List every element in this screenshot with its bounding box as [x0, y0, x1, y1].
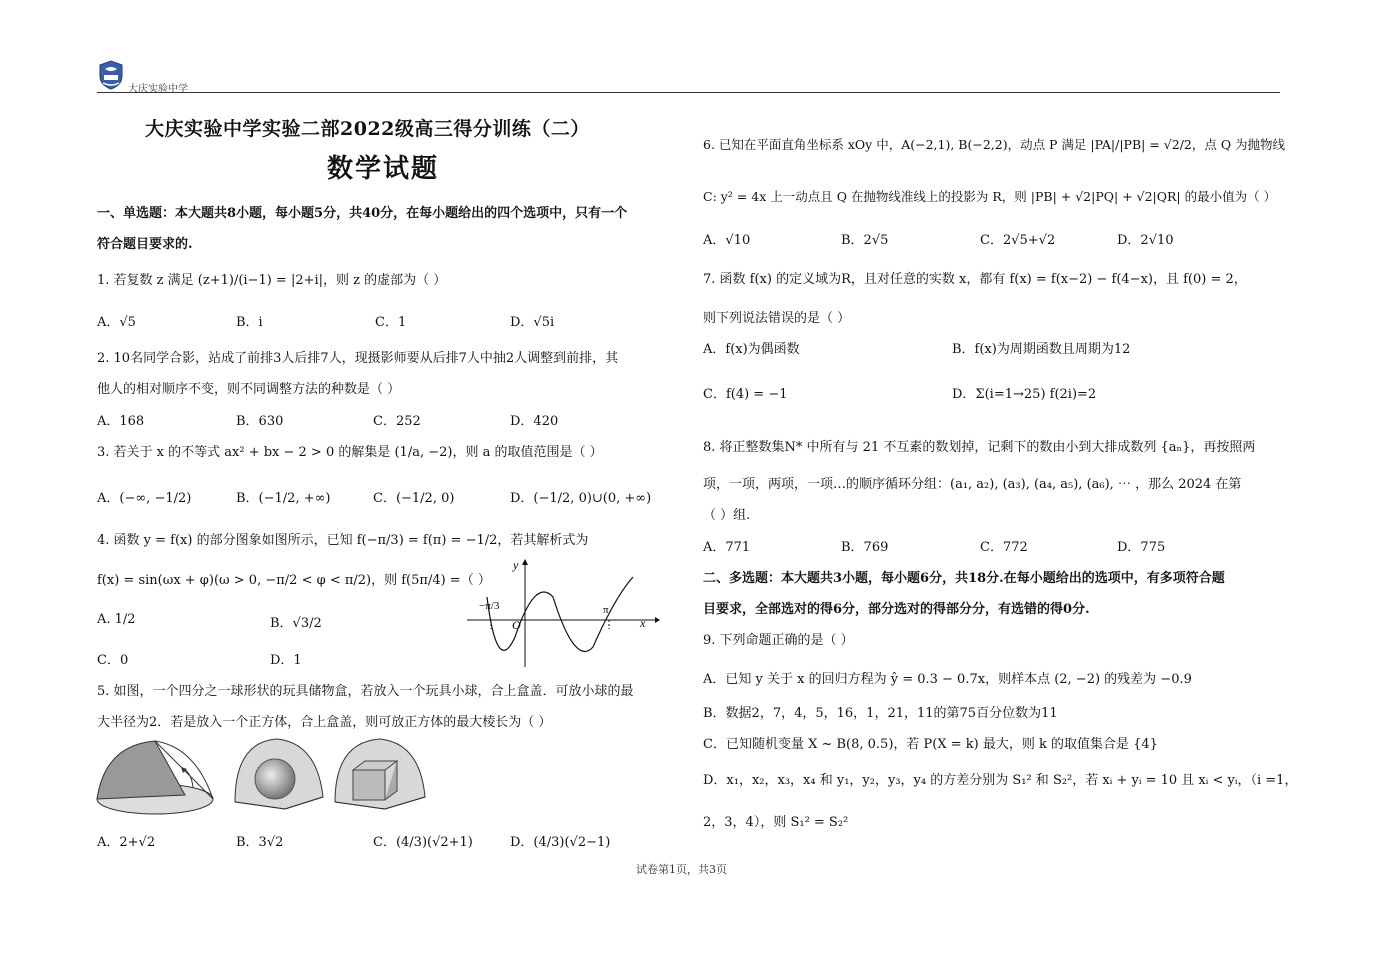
header-school-name: 大庆实验中学: [128, 84, 188, 95]
question-7-line2: 则下列说法错误的是（ ）: [703, 311, 851, 326]
question-1: 1. 若复数 z 满足 (z+1)/(i−1) = |2+i|，则 z 的虚部为（ ）: [97, 273, 447, 288]
q6-option-c: C．2√5+√2: [980, 233, 1056, 248]
question-5-line2: 大半径为2．若是放入一个正方体，合上盒盖，则可放正方体的最大棱长为（ ）: [97, 715, 552, 730]
q5-option-b: B．3√2: [236, 835, 284, 850]
q1-option-b: B．i: [236, 315, 263, 330]
q1-option-a: A．√5: [97, 315, 136, 330]
q8-option-d: D．775: [1117, 540, 1166, 555]
q5-option-c: C．(4/3)(√2+1): [373, 835, 473, 850]
q6-option-d: D．2√10: [1117, 233, 1174, 248]
question-5-line1: 5. 如图，一个四分之一球形状的玩具储物盒，若放入一个玩具小球，合上盒盖．可放小球的最: [97, 684, 634, 699]
school-logo: [97, 60, 125, 90]
header-rule: [97, 92, 1280, 93]
q8-option-c: C．772: [980, 540, 1028, 555]
q3-option-c: C．(−1/2, 0): [373, 491, 455, 506]
question-8-line1: 8. 将正整数集N* 中所有与 21 不互素的数划掉，记剩下的数由小到大排成数列 {aₙ}，再按照两: [703, 440, 1256, 455]
section1-heading-cont: 符合题目要求的.: [97, 237, 193, 252]
q2-option-c: C．252: [373, 414, 421, 429]
q9-option-a: A．已知 y 关于 x 的回归方程为 ŷ = 0.3 − 0.7x，则样本点 (2, −2) 的残差为 −0.9: [703, 672, 1192, 687]
q4-option-c: C．0: [97, 653, 129, 668]
question-3: 3. 若关于 x 的不等式 ax² + bx − 2 > 0 的解集是 (1/a, −2)，则 a 的取值范围是（ ）: [97, 445, 603, 460]
q2-option-b: B．630: [236, 414, 284, 429]
question-4-line2: f(x) = sin(ωx + φ)(ω > 0, −π/2 < φ < π/2)，则 f(5π/4) =（ ）: [97, 573, 491, 588]
q7-option-a: A．f(x)为偶函数: [703, 342, 800, 357]
q3-option-d: D．(−1/2, 0)∪(0, +∞): [510, 491, 652, 506]
question-6-line1: 6. 已知在平面直角坐标系 xOy 中，A(−2,1), B(−2,2)，动点 P 满足 |PA|/|PB| = √2/2，点 Q 为抛物线: [703, 137, 1286, 152]
q6-option-b: B．2√5: [841, 233, 889, 248]
q3-option-b: B．(−1/2, +∞): [236, 491, 331, 506]
question-7-line1: 7. 函数 f(x) 的定义域为R，且对任意的实数 x，都有 f(x) = f(x−2) − f(4−x)，且 f(0) = 2，: [703, 272, 1247, 287]
question-2-line2: 他人的相对顺序不变，则不同调整方法的种数是（ ）: [97, 382, 401, 397]
q5-option-d: D．(4/3)(√2−1): [510, 835, 611, 850]
q8-option-a: A．771: [703, 540, 751, 555]
q4-sine-graph: [465, 557, 660, 669]
q8-option-b: B．769: [841, 540, 889, 555]
q4-option-d: D．1: [270, 653, 302, 668]
q6-option-a: A．√10: [703, 233, 751, 248]
q2-option-a: A．168: [97, 414, 145, 429]
q3-option-a: A．(−∞, −1/2): [97, 491, 192, 506]
q9-option-c: C．已知随机变量 X ~ B(8, 0.5)，若 P(X = k) 最大，则 k 的取值集合是 {4}: [703, 737, 1158, 752]
q9-option-d-line1: D．x₁，x₂，x₃，x₄ 和 y₁，y₂，y₃，y₄ 的方差分别为 S₁² 和 S₂²，若 xᵢ + yᵢ = 10 且 xᵢ < yᵢ，（i =1，: [703, 773, 1298, 788]
q7-option-b: B．f(x)为周期函数且周期为12: [952, 342, 1131, 357]
section1-heading: 一、单选题：本大题共8小题，每小题5分，共40分，在每小题给出的四个选项中，只有一个: [97, 206, 628, 221]
exam-subtitle: 数学试题: [327, 154, 440, 184]
q7-option-c: C．f(4) = −1: [703, 387, 788, 402]
exam-title: 大庆实验中学实验二部2022级高三得分训练（二）: [145, 118, 590, 140]
graph-neg-pi-third: −π/3: [479, 600, 500, 612]
section2-heading: 二、多选题：本大题共3小题，每小题6分，共18分.在每小题给出的选项中，有多项符合题: [703, 571, 1225, 586]
graph-origin-label: O: [512, 618, 521, 632]
section2-heading-cont: 目要求，全部选对的得6分，部分选对的得部分分，有选错的得0分.: [703, 602, 1090, 617]
q9-option-b: B．数据2，7，4，5，16，1，21，11的第75百分位数为11: [703, 706, 1058, 721]
q4-option-b: B．√3/2: [270, 616, 322, 631]
q1-option-d: D．√5i: [510, 315, 555, 330]
graph-x-label: x: [640, 616, 646, 630]
q5-quarter-sphere-figures: [95, 737, 435, 817]
q1-option-c: C．1: [375, 315, 407, 330]
question-4-line1: 4. 函数 y = f(x) 的部分图象如图所示，已知 f(−π/3) = f(π) = −1/2，若其解析式为: [97, 533, 589, 548]
question-9: 9. 下列命题正确的是（ ）: [703, 633, 854, 648]
q9-option-d-line2: 2，3，4），则 S₁² = S₂²: [703, 815, 849, 830]
question-8-line3: （ ）组.: [703, 508, 751, 523]
graph-y-label: y: [513, 558, 519, 572]
question-2-line1: 2. 10名同学合影，站成了前排3人后排7人，现摄影师要从后排7人中抽2人调整到前排，其: [97, 351, 619, 366]
q4-option-a: A. 1/2: [97, 612, 136, 627]
q2-option-d: D．420: [510, 414, 559, 429]
q7-option-d: D．Σ(i=1→25) f(2i)=2: [952, 387, 1097, 402]
question-8-line2: 项，一项，两项，一项…的顺序循环分组：(a₁, a₂), (a₃), (a₄, a₅), (a₆), ⋯ ，那么 2024 在第: [703, 477, 1242, 492]
question-6-line2: C: y² = 4x 上一动点且 Q 在抛物线准线上的投影为 R，则 |PB| + √2|PQ| + √2|QR| 的最小值为（ ）: [703, 189, 1277, 204]
q5-option-a: A．2+√2: [97, 835, 156, 850]
graph-pi-label: π: [603, 604, 609, 616]
page-footer: 试卷第1页，共3页: [636, 863, 727, 876]
